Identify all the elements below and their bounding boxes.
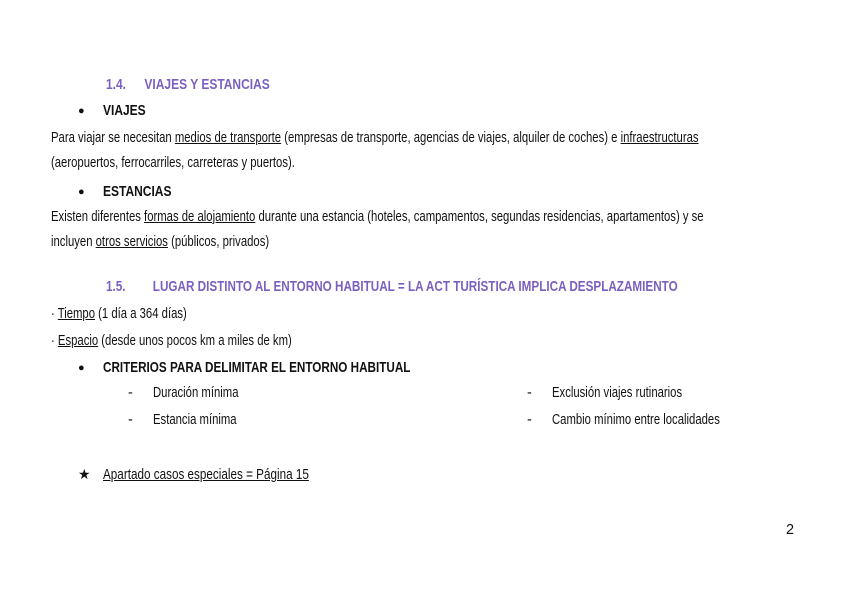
text: (desde unos pocos km a miles de km) bbox=[98, 333, 292, 349]
text: Existen diferentes bbox=[51, 209, 145, 225]
bullet-icon: ● bbox=[78, 186, 85, 198]
text: (públicos, privados) bbox=[167, 234, 270, 250]
underlined-term: Tiempo bbox=[57, 306, 96, 322]
text: · bbox=[51, 333, 58, 349]
text: incluyen bbox=[51, 234, 96, 250]
page-number: 2 bbox=[786, 522, 795, 538]
criterio-text: Duración mínima bbox=[153, 385, 239, 401]
text: · bbox=[51, 306, 58, 322]
section-number: 1.5. bbox=[106, 278, 126, 295]
section-title: VIAJES Y ESTANCIAS bbox=[144, 76, 270, 93]
criterio-text: Cambio mínimo entre localidades bbox=[552, 412, 720, 428]
dash-icon: - bbox=[128, 385, 133, 401]
star-icon: ★ bbox=[78, 466, 91, 482]
text: Para viajar se necesitan bbox=[51, 130, 175, 146]
dash-icon: - bbox=[128, 412, 133, 428]
section-heading-1-5 bbox=[106, 278, 839, 295]
bullet-label: ESTANCIAS bbox=[103, 183, 172, 200]
underlined-term: infraestructuras bbox=[620, 130, 699, 146]
special-cases-text: Apartado casos especiales = Página 15 bbox=[103, 466, 309, 483]
bullet-label: VIAJES bbox=[103, 102, 146, 119]
paragraph-estancias bbox=[51, 205, 848, 255]
text: (1 día a 364 días) bbox=[95, 306, 187, 322]
bullet-icon: ● bbox=[78, 105, 85, 117]
section-number: 1.4. bbox=[106, 76, 127, 93]
bullet-label: CRITERIOS PARA DELIMITAR EL ENTORNO HABITUAL bbox=[103, 359, 411, 376]
dash-icon: - bbox=[527, 385, 532, 401]
underlined-term: otros servicios bbox=[95, 234, 168, 250]
underlined-term: medios de transporte bbox=[174, 130, 282, 146]
criterio-text: Exclusión viajes rutinarios bbox=[552, 385, 683, 401]
text: (aeropuertos, ferrocarriles, carreteras y puertos). bbox=[51, 155, 295, 171]
paragraph-viajes bbox=[51, 126, 848, 176]
paragraph-espacio bbox=[51, 329, 360, 354]
section-heading-1-4 bbox=[106, 76, 311, 93]
paragraph-tiempo bbox=[51, 302, 225, 327]
underlined-term: Espacio bbox=[57, 333, 99, 349]
text: (empresas de transporte, agencias de viajes, alquiler de coches) e bbox=[281, 130, 621, 146]
text: durante una estancia (hoteles, campamentos, segundas residencias, apartamentos) y se bbox=[255, 209, 704, 225]
underlined-term: formas de alojamiento bbox=[144, 209, 256, 225]
section-title: LUGAR DISTINTO AL ENTORNO HABITUAL = LA ACT TURÍSTICA IMPLICA DESPLAZAMIENTO bbox=[152, 278, 678, 295]
criterio-text: Estancia mínima bbox=[153, 412, 237, 428]
dash-icon: - bbox=[527, 412, 532, 428]
bullet-icon: ● bbox=[78, 362, 85, 374]
